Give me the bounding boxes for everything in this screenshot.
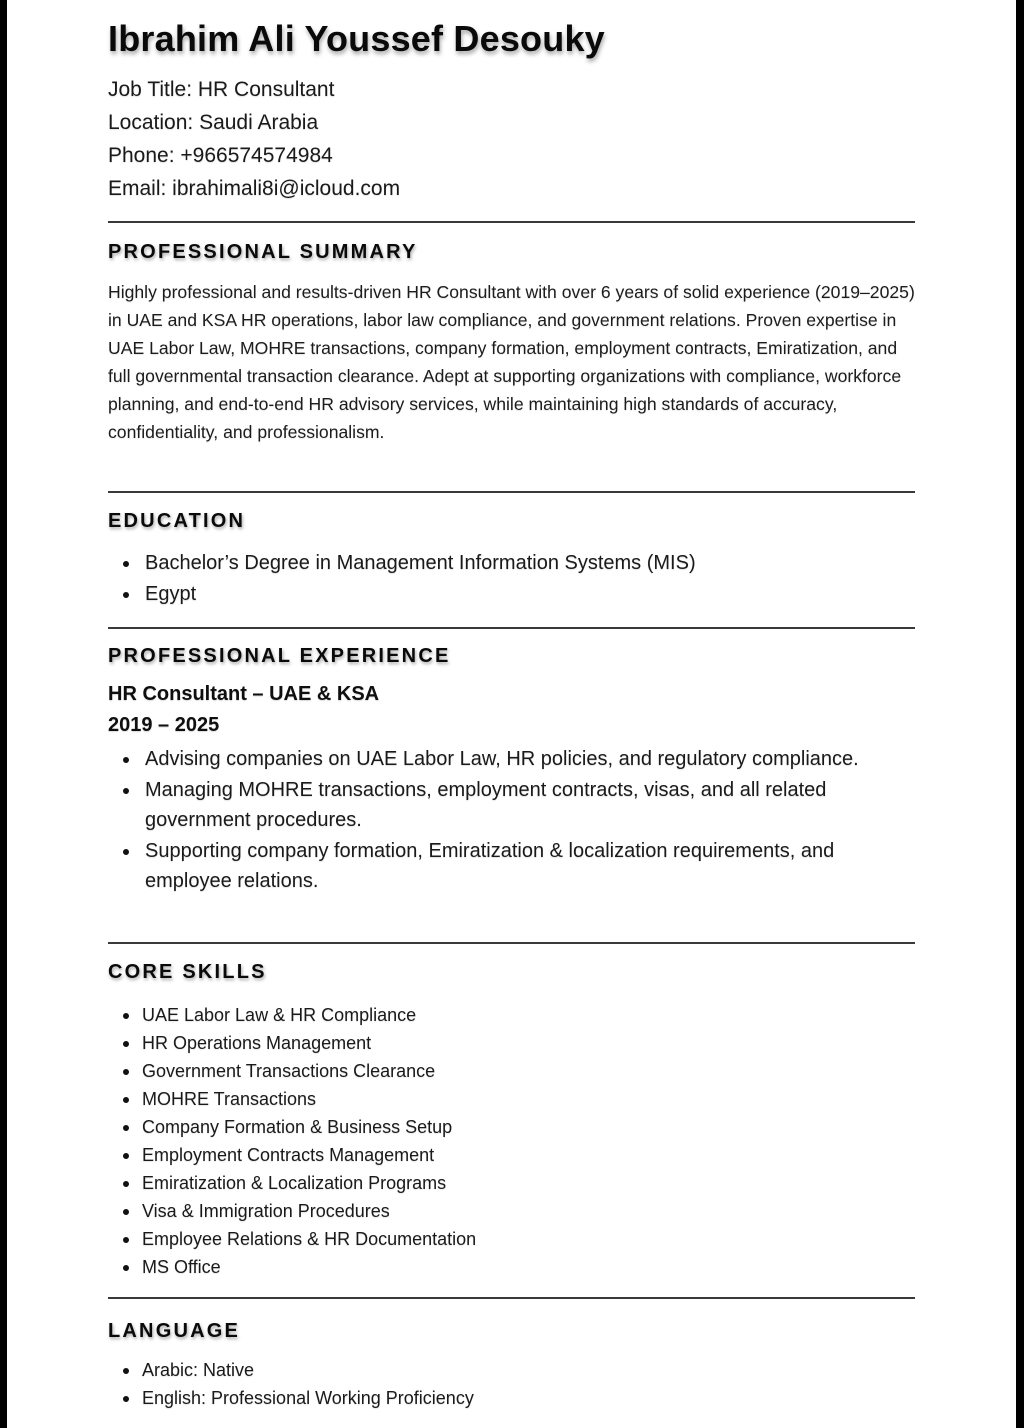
section-divider: [108, 491, 915, 493]
candidate-name: Ibrahim Ali Youssef Desouky: [108, 18, 605, 59]
section-divider: [108, 627, 915, 629]
bullet-icon: [123, 1396, 129, 1402]
education-list: [108, 548, 696, 609]
section-divider: [108, 221, 915, 223]
job-dates: 2019 – 2025: [108, 714, 220, 736]
bullet-icon: [123, 1237, 129, 1243]
skills-heading: CORE SKILLS: [108, 961, 267, 983]
section-divider: [108, 942, 915, 944]
bullet-icon: [123, 561, 129, 567]
language-item: English: Professional Working Proficiency: [108, 1384, 474, 1412]
bullet-icon: [123, 1209, 129, 1215]
bullet-icon: [123, 788, 129, 794]
section-divider: [108, 1297, 915, 1299]
left-frame-border: [0, 0, 7, 1428]
skill-item: Emiratization & Localization Programs: [108, 1169, 476, 1197]
education-item: Bachelor’s Degree in Management Information Systems (MIS): [108, 548, 696, 579]
job-position-title: HR Consultant – UAE & KSA: [108, 683, 380, 705]
job-title-line: Job Title: HR Consultant: [108, 78, 335, 101]
bullet-icon: [123, 1013, 129, 1019]
location-line: Location: Saudi Arabia: [108, 111, 319, 134]
bullet-icon: [123, 1041, 129, 1047]
language-list: [108, 1356, 474, 1412]
bullet-icon: [123, 1097, 129, 1103]
bullet-icon: [123, 1181, 129, 1187]
email-line: Email: ibrahimali8i@icloud.com: [108, 177, 401, 200]
bullet-icon: [123, 1265, 129, 1271]
language-item: Arabic: Native: [108, 1356, 474, 1384]
bullet-icon: [123, 1069, 129, 1075]
skills-list: [108, 1001, 476, 1281]
skill-item: MOHRE Transactions: [108, 1085, 476, 1113]
skill-item: Company Formation & Business Setup: [108, 1113, 476, 1141]
bullet-icon: [123, 1153, 129, 1159]
education-item: Egypt: [108, 579, 696, 610]
experience-heading: PROFESSIONAL EXPERIENCE: [108, 645, 451, 667]
skill-item: Employment Contracts Management: [108, 1141, 476, 1169]
skill-item: UAE Labor Law & HR Compliance: [108, 1001, 476, 1029]
bullet-icon: [123, 1125, 129, 1131]
phone-line: Phone: +966574574984: [108, 144, 333, 167]
summary-heading: PROFESSIONAL SUMMARY: [108, 241, 418, 263]
skill-item: Employee Relations & HR Documentation: [108, 1225, 476, 1253]
right-frame-border: [1016, 0, 1024, 1428]
bullet-icon: [123, 757, 129, 763]
education-heading: EDUCATION: [108, 510, 246, 532]
experience-item: Supporting company formation, Emiratization & localization requirements, and employee relations.: [108, 836, 905, 897]
skill-item: HR Operations Management: [108, 1029, 476, 1057]
skill-item: MS Office: [108, 1253, 476, 1281]
skill-item: Visa & Immigration Procedures: [108, 1197, 476, 1225]
skill-item: Government Transactions Clearance: [108, 1057, 476, 1085]
experience-item: Managing MOHRE transactions, employment contracts, visas, and all related government procedures.: [108, 775, 905, 836]
bullet-icon: [123, 849, 129, 855]
experience-list: [108, 744, 905, 897]
bullet-icon: [123, 1368, 129, 1374]
experience-item: Advising companies on UAE Labor Law, HR policies, and regulatory compliance.: [108, 744, 905, 775]
bullet-icon: [123, 592, 129, 598]
language-heading: LANGUAGE: [108, 1320, 241, 1342]
summary-text: Highly professional and results-driven HR Consultant with over 6 years of solid experience (2019–2025) in UAE and KSA HR operations, labor law compliance, and government relations. Proven expertise in UAE Labor Law, MOHRE transactions, company formation, employment contracts, Emiratization, and full governmental transaction clearance. Adept at supporting organizations with compliance, workforce planning, and end-to-end HR advisory services, while maintaining high standards of accuracy, confidentiality, and professionalism.: [108, 282, 915, 442]
